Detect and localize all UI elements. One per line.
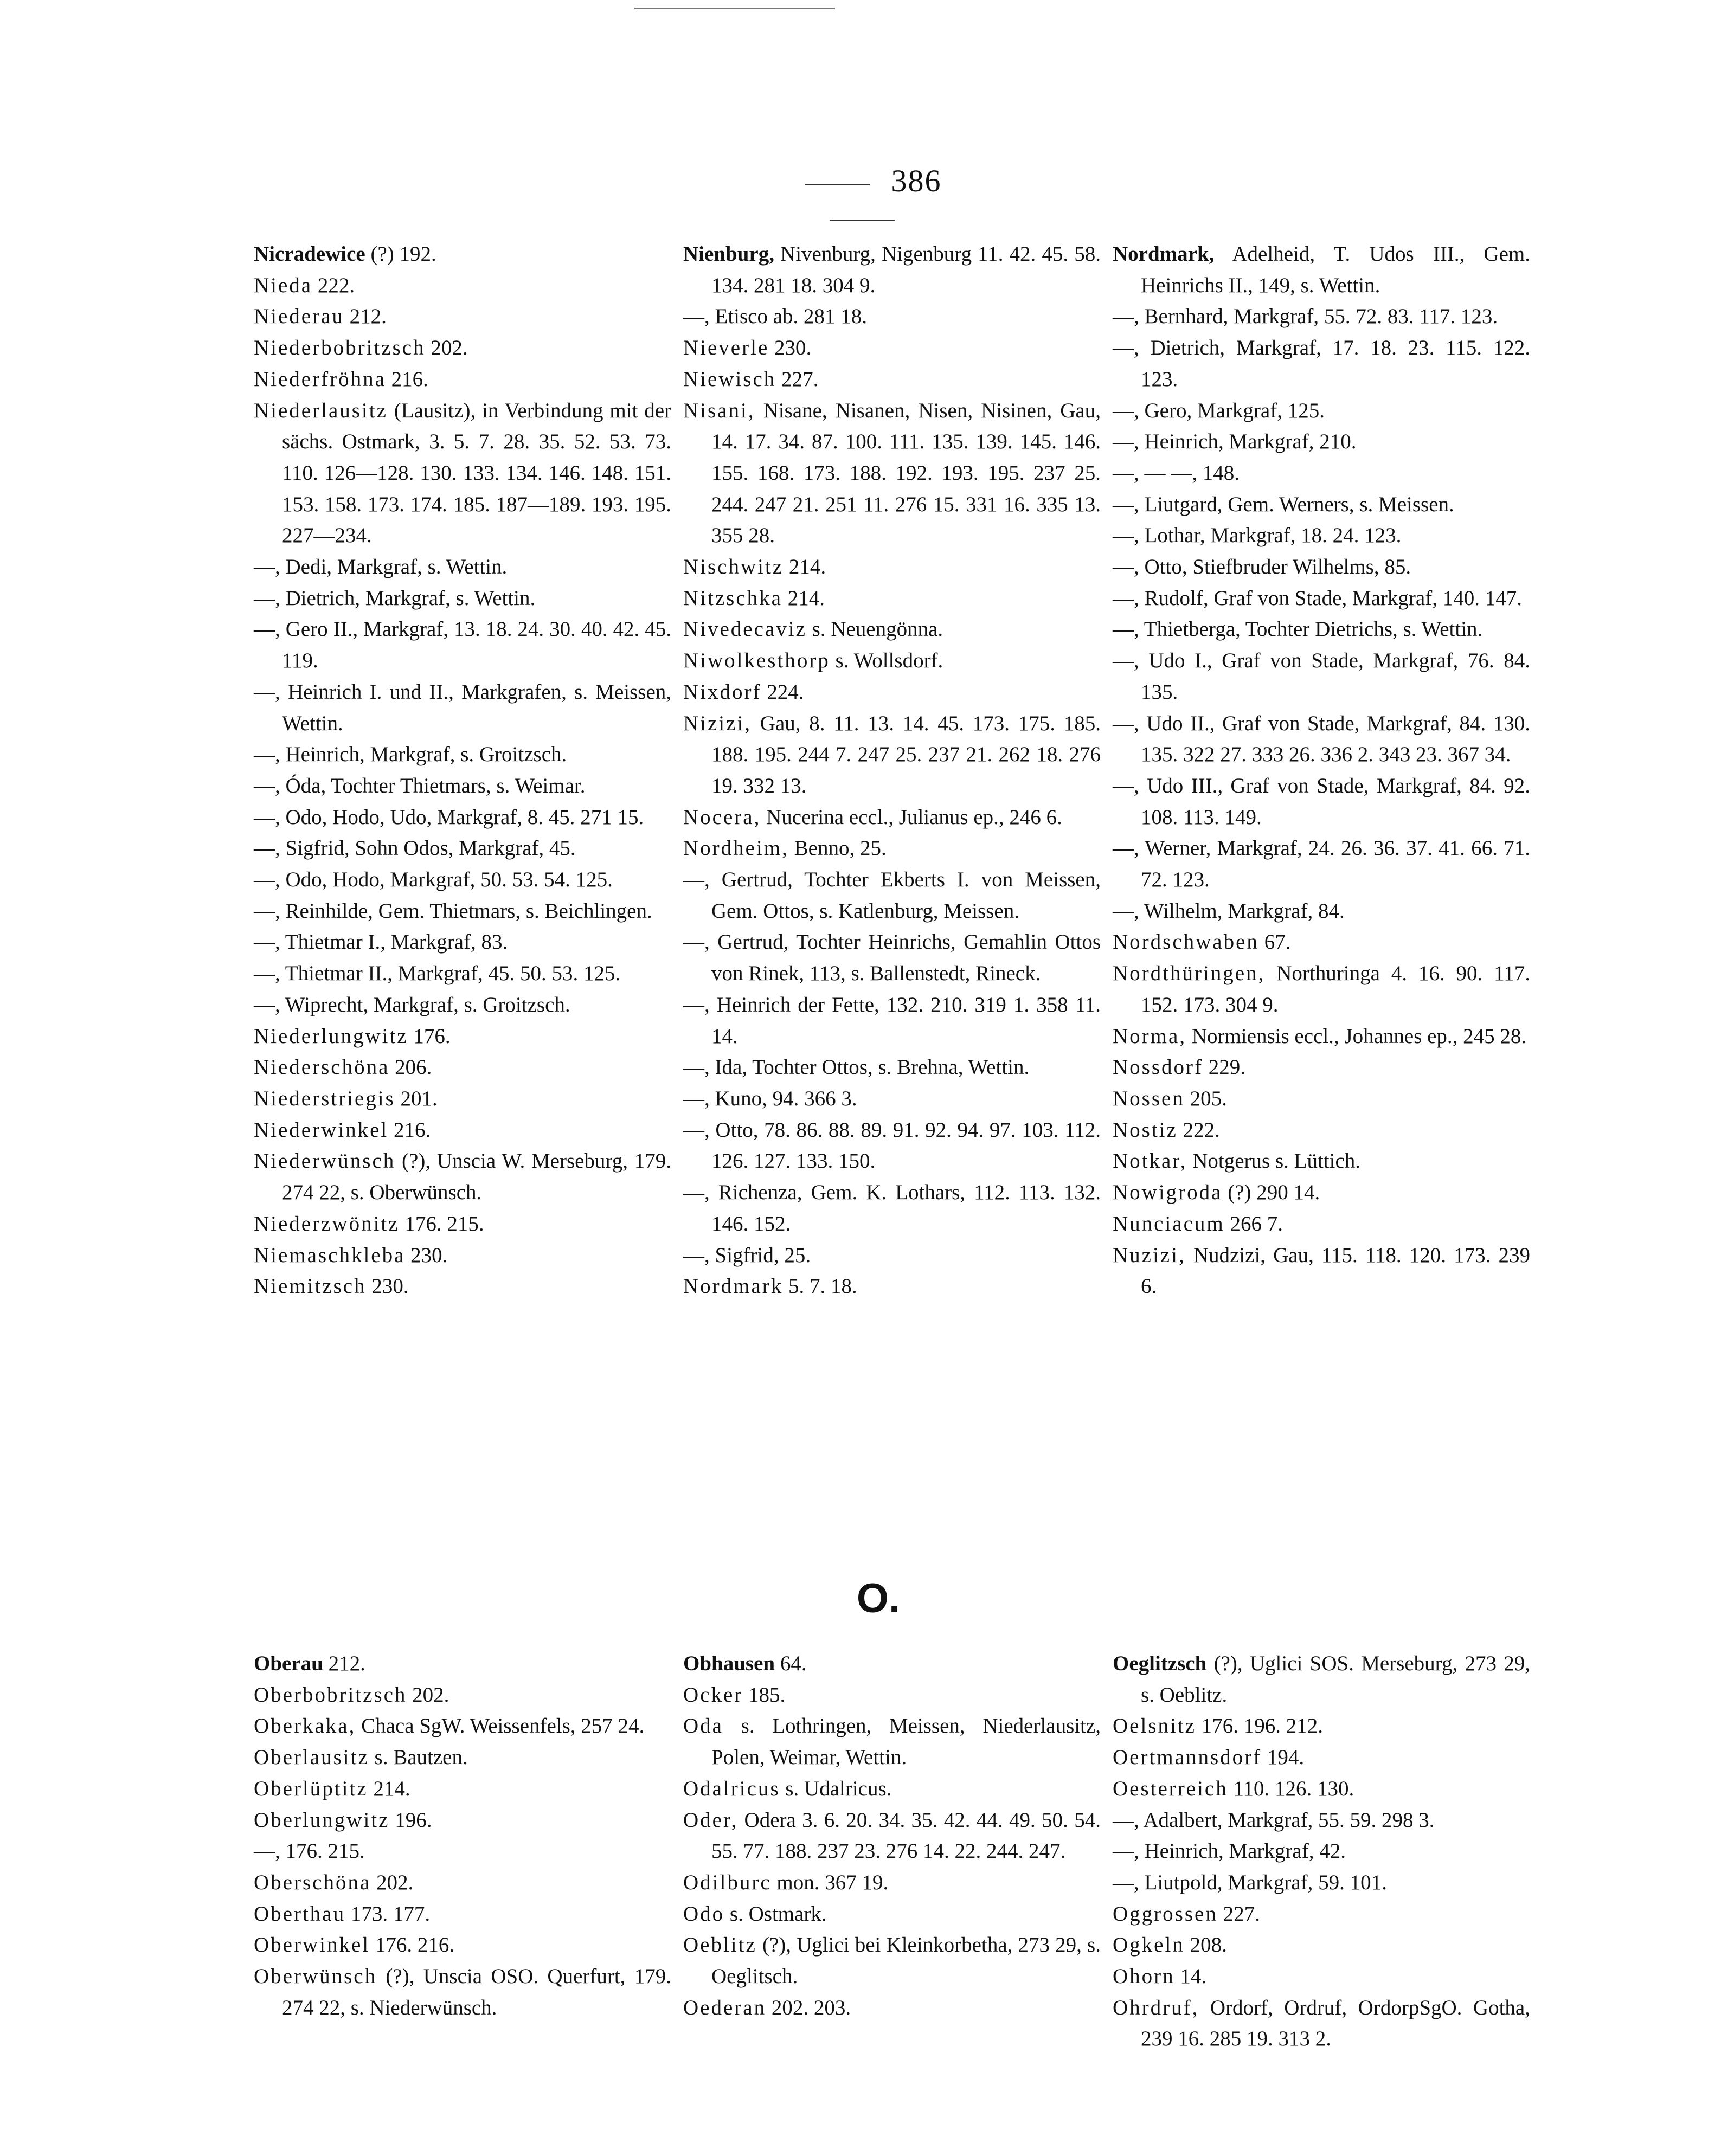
index-entry bbox=[254, 395, 671, 552]
entry-references: —, Sigfrid, Sohn Odos, Markgraf, 45. bbox=[254, 836, 576, 860]
entry-lemma: Oeblitz bbox=[683, 1933, 757, 1957]
index-entry bbox=[1113, 770, 1530, 833]
index-entry bbox=[683, 1929, 1101, 1992]
index-entry bbox=[1113, 1177, 1530, 1208]
entry-lemma: Oberschöna bbox=[254, 1870, 371, 1894]
entry-lemma: Oberbobritzsch bbox=[254, 1683, 407, 1707]
entry-references: Ordorf, Ordruf, OrdorpSgO. Gotha, 239 16. 285 19. 313 2. bbox=[1141, 1996, 1530, 2051]
index-entry bbox=[1113, 395, 1530, 427]
entry-lemma: Ohorn bbox=[1113, 1965, 1175, 1988]
index-entry bbox=[1113, 1773, 1530, 1805]
entry-references: —, Heinrich, Markgraf, 210. bbox=[1113, 430, 1357, 454]
entry-lemma: Oberwünsch bbox=[254, 1965, 377, 1988]
index-entry bbox=[683, 1052, 1101, 1083]
entry-lemma: Nieda bbox=[254, 273, 313, 297]
index-entry bbox=[1113, 1742, 1530, 1773]
entry-lemma: Nisani, bbox=[683, 398, 755, 422]
entry-lemma: Niewisch bbox=[683, 367, 776, 391]
index-entry bbox=[254, 614, 671, 676]
entry-references: s. Lothringen, Meissen, Niederlausitz, Polen, Weimar, Wettin. bbox=[711, 1714, 1101, 1769]
index-entry bbox=[254, 677, 671, 739]
index-entry bbox=[254, 1867, 671, 1898]
page-number: 386 bbox=[891, 163, 942, 198]
index-entry bbox=[254, 551, 671, 583]
index-entry bbox=[254, 583, 671, 614]
entry-references: —, Óda, Tochter Thietmars, s. Weimar. bbox=[254, 774, 586, 797]
index-entry bbox=[683, 1177, 1101, 1239]
entry-lemma: Niederwünsch bbox=[254, 1149, 396, 1173]
index-entry bbox=[1113, 1961, 1530, 1992]
index-entry bbox=[254, 1115, 671, 1146]
entry-lemma: Nossdorf bbox=[1113, 1056, 1203, 1079]
entry-lemma: Oberwinkel bbox=[254, 1933, 370, 1957]
index-entry bbox=[683, 1805, 1101, 1867]
entry-references: Chaca SgW. Weissenfels, 257 24. bbox=[356, 1714, 645, 1738]
index-entry bbox=[254, 1271, 671, 1302]
entry-lemma: Niederzwönitz bbox=[254, 1212, 400, 1235]
entry-references: —, Liutpold, Markgraf, 59. 101. bbox=[1113, 1870, 1387, 1894]
index-column-o-middle bbox=[683, 1648, 1101, 2023]
entry-lemma: Nowigroda bbox=[1113, 1181, 1223, 1205]
index-entry bbox=[683, 708, 1101, 802]
index-column-n-right bbox=[1113, 239, 1530, 1302]
entry-references: Benno, 25. bbox=[788, 836, 887, 860]
index-entry bbox=[254, 1805, 671, 1836]
index-entry bbox=[254, 1145, 671, 1208]
entry-references: 227. bbox=[1217, 1902, 1260, 1926]
index-entry bbox=[254, 1710, 671, 1742]
index-entry bbox=[1113, 426, 1530, 458]
entry-lemma: Nizizi, bbox=[683, 711, 752, 735]
entry-references: —, Udo II., Graf von Stade, Markgraf, 84. 130. 135. 322 27. 333 26. 336 2. 343 23. 367 34. bbox=[1113, 711, 1530, 767]
entry-references: 222. bbox=[312, 273, 355, 297]
entry-lemma: Nordmark, bbox=[1113, 242, 1215, 266]
entry-references: —, Thietberga, Tochter Dietrichs, s. Wettin. bbox=[1113, 617, 1483, 641]
index-entry bbox=[254, 332, 671, 364]
entry-references: —, Odo, Hodo, Markgraf, 50. 53. 54. 125. bbox=[254, 868, 613, 892]
entry-references: —, Udo I., Graf von Stade, Markgraf, 76. 84. 135. bbox=[1113, 649, 1530, 704]
entry-references: 196. bbox=[389, 1808, 432, 1832]
index-entry bbox=[254, 833, 671, 864]
entry-references: 176. bbox=[408, 1024, 451, 1048]
index-entry bbox=[1113, 551, 1530, 583]
entry-references: —, Gero II., Markgraf, 13. 18. 24. 30. 40. 42. 45. 119. bbox=[254, 617, 671, 673]
index-entry bbox=[683, 645, 1101, 677]
entry-references: 14. bbox=[1174, 1965, 1207, 1988]
entry-references: 230. bbox=[769, 336, 812, 360]
index-entry bbox=[254, 1021, 671, 1052]
index-entry bbox=[683, 864, 1101, 926]
index-column-o-left bbox=[254, 1648, 671, 2023]
index-entry bbox=[254, 1240, 671, 1271]
entry-references: —, Sigfrid, 25. bbox=[683, 1243, 811, 1267]
entry-references: —, Wiprecht, Markgraf, s. Groitzsch. bbox=[254, 993, 570, 1016]
index-entry bbox=[1113, 708, 1530, 770]
entry-references: 176. 196. 212. bbox=[1196, 1714, 1323, 1738]
entry-references: —, Gertrud, Tochter Heinrichs, Gemahlin Ottos von Rinek, 113, s. Ballenstedt, Rineck. bbox=[683, 930, 1101, 986]
index-entry bbox=[1113, 1145, 1530, 1177]
index-entry bbox=[683, 583, 1101, 614]
entry-references: —, Udo III., Graf von Stade, Markgraf, 84. 92. 108. 113. 149. bbox=[1113, 774, 1530, 829]
entry-lemma: Odilburc bbox=[683, 1870, 772, 1894]
entry-lemma: Oberthau bbox=[254, 1902, 346, 1926]
entry-lemma: Nieverle bbox=[683, 336, 769, 360]
index-entry bbox=[1113, 1992, 1530, 2055]
index-entry bbox=[683, 1115, 1101, 1177]
entry-references: —, Heinrich, Markgraf, 42. bbox=[1113, 1839, 1346, 1863]
entry-lemma: Niederlausitz bbox=[254, 398, 388, 422]
entry-references: 229. bbox=[1203, 1056, 1245, 1079]
index-entry bbox=[1113, 896, 1530, 927]
index-entry bbox=[254, 1961, 671, 2023]
entry-references: —, Heinrich I. und II., Markgrafen, s. Meissen, Wettin. bbox=[254, 680, 671, 735]
index-entry bbox=[683, 677, 1101, 708]
entry-lemma: Oberlüptitz bbox=[254, 1777, 368, 1800]
entry-lemma: Ogkeln bbox=[1113, 1933, 1185, 1957]
entry-references: —, Otto, Stiefbruder Wilhelms, 85. bbox=[1113, 555, 1411, 579]
entry-lemma: Oeglitzsch bbox=[1113, 1652, 1207, 1675]
entry-lemma: Niemitzsch bbox=[254, 1275, 367, 1298]
index-entry bbox=[683, 1240, 1101, 1271]
entry-references: Normiensis eccl., Johannes ep., 245 28. bbox=[1186, 1024, 1527, 1048]
index-entry bbox=[254, 1052, 671, 1083]
entry-references: s. Neuengönna. bbox=[806, 617, 943, 641]
entry-lemma: Oberkaka, bbox=[254, 1714, 356, 1738]
entry-references: —, Odo, Hodo, Udo, Markgraf, 8. 45. 271 15. bbox=[254, 805, 644, 829]
entry-lemma: Oberlungwitz bbox=[254, 1808, 390, 1832]
entry-lemma: Nostiz bbox=[1113, 1118, 1178, 1142]
entry-references: —, Bernhard, Markgraf, 55. 72. 83. 117. 123. bbox=[1113, 305, 1498, 329]
index-entry bbox=[1113, 645, 1530, 707]
entry-references: —, Richenza, Gem. K. Lothars, 112. 113. 132. 146. 152. bbox=[683, 1181, 1101, 1235]
page-number-row bbox=[737, 163, 987, 235]
index-entry bbox=[254, 1208, 671, 1240]
index-entry bbox=[254, 301, 671, 332]
entry-references: —, Dietrich, Markgraf, s. Wettin. bbox=[254, 586, 536, 610]
index-entry bbox=[254, 1929, 671, 1961]
index-entry bbox=[1113, 1083, 1530, 1115]
entry-references: —, Ida, Tochter Ottos, s. Brehna, Wettin. bbox=[683, 1056, 1030, 1079]
entry-lemma: Oederan bbox=[683, 1996, 767, 2019]
entry-references: —, Etisco ab. 281 18. bbox=[683, 305, 868, 329]
index-column-n-middle bbox=[683, 239, 1101, 1302]
entry-references: —, Heinrich der Fette, 132. 210. 319 1. 358 11. 14. bbox=[683, 993, 1101, 1048]
entry-references: Odera 3. 6. 20. 34. 35. 42. 44. 49. 50. 54. 55. 77. 188. 237 23. 276 14. 22. 244. 247. bbox=[711, 1808, 1101, 1863]
entry-references: 214. bbox=[784, 555, 826, 579]
entry-lemma: Nordmark bbox=[683, 1275, 784, 1298]
entry-lemma: Oelsnitz bbox=[1113, 1714, 1196, 1738]
entry-references: 266 7. bbox=[1224, 1212, 1283, 1235]
index-entry bbox=[683, 989, 1101, 1052]
index-entry bbox=[1113, 239, 1530, 301]
entry-references: (?) 290 14. bbox=[1222, 1181, 1320, 1205]
entry-references: (?), Unscia W. Merseburg, 179. 274 22, s. Oberwünsch. bbox=[282, 1149, 671, 1205]
entry-lemma: Nuzizi, bbox=[1113, 1243, 1186, 1267]
index-entry bbox=[254, 364, 671, 395]
index-entry bbox=[683, 1992, 1101, 2024]
index-entry bbox=[683, 1710, 1101, 1773]
entry-lemma: Oberau bbox=[254, 1652, 323, 1675]
index-entry bbox=[1113, 1710, 1530, 1742]
entry-lemma: Nischwitz bbox=[683, 555, 784, 579]
entry-references: 176. 215. bbox=[399, 1212, 484, 1235]
entry-references: 222. bbox=[1177, 1118, 1220, 1142]
index-entry bbox=[1113, 1867, 1530, 1898]
entry-references: 214. bbox=[782, 586, 825, 610]
entry-references: —, Gertrud, Tochter Ekberts I. von Meissen, Gem. Ottos, s. Katlenburg, Meissen. bbox=[683, 868, 1101, 923]
entry-references: —, Thietmar II., Markgraf, 45. 50. 53. 125. bbox=[254, 962, 621, 986]
entry-references: 208. bbox=[1184, 1933, 1227, 1957]
entry-references: s. Wollsdorf. bbox=[830, 649, 943, 673]
entry-lemma: Obhausen bbox=[683, 1652, 775, 1675]
entry-references: 214. bbox=[368, 1777, 410, 1800]
index-entry bbox=[254, 739, 671, 770]
index-entry bbox=[1113, 1929, 1530, 1961]
index-entry bbox=[683, 1867, 1101, 1898]
entry-references: Nucerina eccl., Julianus ep., 246 6. bbox=[761, 805, 1062, 829]
index-entry bbox=[254, 1898, 671, 1930]
entry-lemma: Notkar, bbox=[1113, 1149, 1187, 1173]
index-entry bbox=[254, 1836, 671, 1867]
index-column-o-right bbox=[1113, 1648, 1530, 2055]
index-entry bbox=[683, 1648, 1101, 1679]
entry-references: Nivenburg, Nigenburg 11. 42. 45. 58. 134. 281 18. 304 9. bbox=[711, 242, 1101, 297]
index-entry bbox=[683, 1898, 1101, 1930]
index-entry bbox=[254, 926, 671, 958]
entry-references: —, Reinhilde, Gem. Thietmars, s. Beichlingen. bbox=[254, 899, 652, 923]
entry-references: —, Otto, 78. 86. 88. 89. 91. 92. 94. 97. 103. 112. 126. 127. 133. 150. bbox=[683, 1118, 1101, 1173]
index-entry bbox=[683, 926, 1101, 989]
index-entry bbox=[254, 770, 671, 802]
index-entry bbox=[683, 301, 1101, 332]
entry-references: 202. 203. bbox=[766, 1996, 851, 2019]
index-entry bbox=[254, 1083, 671, 1115]
entry-lemma: Norma, bbox=[1113, 1024, 1187, 1048]
entry-references: 67. bbox=[1258, 930, 1291, 954]
entry-lemma: Nossen bbox=[1113, 1086, 1185, 1110]
entry-references: 205. bbox=[1184, 1086, 1227, 1110]
entry-references: —, Dietrich, Markgraf, 17. 18. 23. 115. 122. 123. bbox=[1113, 336, 1530, 391]
entry-lemma: Niederstriegis bbox=[254, 1086, 395, 1110]
index-entry bbox=[1113, 1898, 1530, 1930]
entry-references: Adelheid, T. Udos III., Gem. Heinrichs II., 149, s. Wettin. bbox=[1141, 242, 1530, 297]
entry-references: —, Adalbert, Markgraf, 55. 59. 298 3. bbox=[1113, 1808, 1435, 1832]
entry-references: 64. bbox=[775, 1652, 807, 1675]
entry-references: 5. 7. 18. bbox=[783, 1275, 857, 1298]
entry-references: —, Thietmar I., Markgraf, 83. bbox=[254, 930, 508, 954]
entry-references: 212. bbox=[344, 305, 387, 329]
entry-references: 194. bbox=[1262, 1746, 1305, 1769]
entry-references: (?), Uglici SOS. Merseburg, 273 29, s. Oeblitz. bbox=[1141, 1652, 1530, 1707]
entry-lemma: Nocera, bbox=[683, 805, 761, 829]
index-entry bbox=[1113, 958, 1530, 1020]
index-entry bbox=[254, 270, 671, 301]
index-entry bbox=[1113, 1836, 1530, 1867]
entry-references: mon. 367 19. bbox=[771, 1870, 889, 1894]
index-entry bbox=[1113, 332, 1530, 395]
entry-references: —, — —, 148. bbox=[1113, 461, 1240, 485]
entry-references: 212. bbox=[323, 1652, 365, 1675]
index-entry bbox=[683, 1679, 1101, 1711]
index-entry bbox=[254, 1742, 671, 1773]
entry-references: 224. bbox=[761, 680, 804, 704]
index-entry bbox=[1113, 301, 1530, 332]
entry-lemma: Oder, bbox=[683, 1808, 739, 1832]
index-entry bbox=[683, 364, 1101, 395]
entry-references: s. Udalricus. bbox=[780, 1777, 892, 1800]
entry-references: —, Liutgard, Gem. Werners, s. Meissen. bbox=[1113, 492, 1454, 516]
entry-lemma: Oda bbox=[683, 1714, 723, 1738]
index-entry bbox=[254, 1679, 671, 1711]
index-entry bbox=[683, 833, 1101, 864]
entry-references: —, Wilhelm, Markgraf, 84. bbox=[1113, 899, 1345, 923]
entry-references: 110. 126. 130. bbox=[1228, 1777, 1354, 1800]
entry-references: 201. bbox=[395, 1086, 438, 1110]
entry-lemma: Ohrdruf, bbox=[1113, 1996, 1199, 2019]
entry-references: Nudzizi, Gau, 115. 118. 120. 173. 239 6. bbox=[1141, 1243, 1530, 1298]
entry-lemma: Nienburg, bbox=[683, 242, 774, 266]
index-entry bbox=[254, 958, 671, 989]
entry-references: 173. 177. bbox=[345, 1902, 431, 1926]
entry-lemma: Nivedecaviz bbox=[683, 617, 807, 641]
index-entry bbox=[254, 864, 671, 896]
entry-lemma: Niederschöna bbox=[254, 1056, 390, 1079]
section-letter-o: O. bbox=[856, 1575, 901, 1621]
index-entry bbox=[1113, 1021, 1530, 1052]
entry-lemma: Nordthüringen, bbox=[1113, 962, 1266, 986]
index-entry bbox=[1113, 1208, 1530, 1240]
entry-references: —, Heinrich, Markgraf, s. Groitzsch. bbox=[254, 743, 567, 767]
entry-references: 176. 216. bbox=[370, 1933, 455, 1957]
index-entry bbox=[1113, 583, 1530, 614]
index-entry bbox=[683, 614, 1101, 645]
entry-lemma: Nixdorf bbox=[683, 680, 762, 704]
entry-references: 202. bbox=[371, 1870, 414, 1894]
entry-references: 206. bbox=[389, 1056, 432, 1079]
entry-references: —, Dedi, Markgraf, s. Wettin. bbox=[254, 555, 508, 579]
entry-lemma: Nitzschka bbox=[683, 586, 782, 610]
entry-references: 185. bbox=[743, 1683, 786, 1707]
entry-lemma: Niederlungwitz bbox=[254, 1024, 408, 1048]
entry-lemma: Odalricus bbox=[683, 1777, 780, 1800]
index-entry bbox=[1113, 1805, 1530, 1836]
entry-references: —, Rudolf, Graf von Stade, Markgraf, 140. 147. bbox=[1113, 586, 1522, 610]
entry-references: 227. bbox=[776, 367, 819, 391]
index-entry bbox=[254, 239, 671, 270]
entry-references: —, Gero, Markgraf, 125. bbox=[1113, 398, 1325, 422]
entry-references: s. Bautzen. bbox=[369, 1746, 468, 1769]
index-entry bbox=[254, 989, 671, 1021]
entry-references: Northuringa 4. 16. 90. 117. 152. 173. 304 9. bbox=[1141, 962, 1530, 1016]
entry-references: 230. bbox=[366, 1275, 409, 1298]
entry-references: —, 176. 215. bbox=[254, 1839, 365, 1863]
entry-references: —, Kuno, 94. 366 3. bbox=[683, 1086, 857, 1110]
index-entry bbox=[1113, 458, 1530, 489]
entry-lemma: Niederbobritzsch bbox=[254, 336, 426, 360]
index-entry bbox=[683, 332, 1101, 364]
entry-references: 216. bbox=[388, 1118, 431, 1142]
entry-lemma: Oertmannsdorf bbox=[1113, 1746, 1262, 1769]
entry-references: —, Werner, Markgraf, 24. 26. 36. 37. 41. 66. 71. 72. 123. bbox=[1113, 836, 1530, 892]
index-entry bbox=[1113, 1240, 1530, 1302]
entry-lemma: Nunciacum bbox=[1113, 1212, 1225, 1235]
index-entry bbox=[1113, 520, 1530, 551]
entry-lemma: Oberlausitz bbox=[254, 1746, 369, 1769]
entry-references: Gau, 8. 11. 13. 14. 45. 173. 175. 185. 188. 195. 244 7. 247 25. 237 21. 262 18. 276 19. 332 13. bbox=[711, 711, 1101, 797]
top-rule bbox=[634, 8, 835, 9]
index-entry bbox=[1113, 489, 1530, 520]
index-entry bbox=[683, 239, 1101, 301]
entry-references: Notgerus s. Lüttich. bbox=[1187, 1149, 1361, 1173]
entry-lemma: Nicradewice bbox=[254, 242, 365, 266]
index-entry bbox=[254, 802, 671, 833]
index-entry bbox=[1113, 1115, 1530, 1146]
entry-lemma: Niederfröhna bbox=[254, 367, 386, 391]
index-entry bbox=[683, 395, 1101, 552]
entry-lemma: Nordschwaben bbox=[1113, 930, 1259, 954]
entry-references: —, Lothar, Markgraf, 18. 24. 123. bbox=[1113, 524, 1402, 548]
index-entry bbox=[1113, 1052, 1530, 1083]
entry-references: 202. bbox=[407, 1683, 449, 1707]
entry-lemma: Niederwinkel bbox=[254, 1118, 389, 1142]
entry-references: (?), Uglici bei Kleinkorbetha, 273 29, s. Oeglitsch. bbox=[711, 1933, 1101, 1988]
entry-references: (?), Unscia OSO. Querfurt, 179. 274 22, s. Niederwünsch. bbox=[282, 1965, 671, 2019]
index-entry bbox=[683, 802, 1101, 833]
index-entry bbox=[1113, 926, 1530, 958]
entry-lemma: Niemaschkleba bbox=[254, 1243, 406, 1267]
index-entry bbox=[683, 1083, 1101, 1115]
entry-references: 202. bbox=[425, 336, 468, 360]
entry-references: s. Ostmark. bbox=[724, 1902, 827, 1926]
entry-references: Nisane, Nisanen, Nisen, Nisinen, Gau, 14. 17. 34. 87. 100. 111. 135. 139. 145. 146. 155. 168. 173. 188. 192. 193. 195. 237 25. 244. 247 21. 251 11. 276 15. 331 16. 335 13. 355 28. bbox=[711, 398, 1101, 548]
index-entry bbox=[1113, 614, 1530, 645]
index-entry bbox=[254, 1773, 671, 1805]
index-entry bbox=[683, 1271, 1101, 1302]
index-entry bbox=[683, 1773, 1101, 1805]
index-entry bbox=[254, 1648, 671, 1679]
index-entry bbox=[683, 551, 1101, 583]
entry-references: 216. bbox=[386, 367, 428, 391]
page-number-dash-right bbox=[830, 220, 895, 221]
index-entry bbox=[1113, 1648, 1530, 1710]
index-entry bbox=[1113, 833, 1530, 895]
entry-references: 230. bbox=[405, 1243, 448, 1267]
index-entry bbox=[254, 896, 671, 927]
entry-lemma: Odo bbox=[683, 1902, 725, 1926]
entry-lemma: Niederau bbox=[254, 305, 344, 329]
entry-references: (?) 192. bbox=[365, 242, 436, 266]
entry-lemma: Oesterreich bbox=[1113, 1777, 1228, 1800]
entry-lemma: Oggrossen bbox=[1113, 1902, 1218, 1926]
entry-lemma: Nordheim, bbox=[683, 836, 789, 860]
entry-lemma: Niwolkesthorp bbox=[683, 649, 830, 673]
entry-lemma: Ocker bbox=[683, 1683, 743, 1707]
entry-references: (Lausitz), in Verbindung mit der sächs. Ostmark, 3. 5. 7. 28. 35. 52. 53. 73. 110. 126—128. 130. 133. 134. 146. 148. 151. 153. 158. 173. 174. 185. 187—189. 193. 195. 227—234. bbox=[282, 398, 671, 548]
page-number-dash-left bbox=[805, 184, 870, 185]
index-column-n-left bbox=[254, 239, 671, 1302]
